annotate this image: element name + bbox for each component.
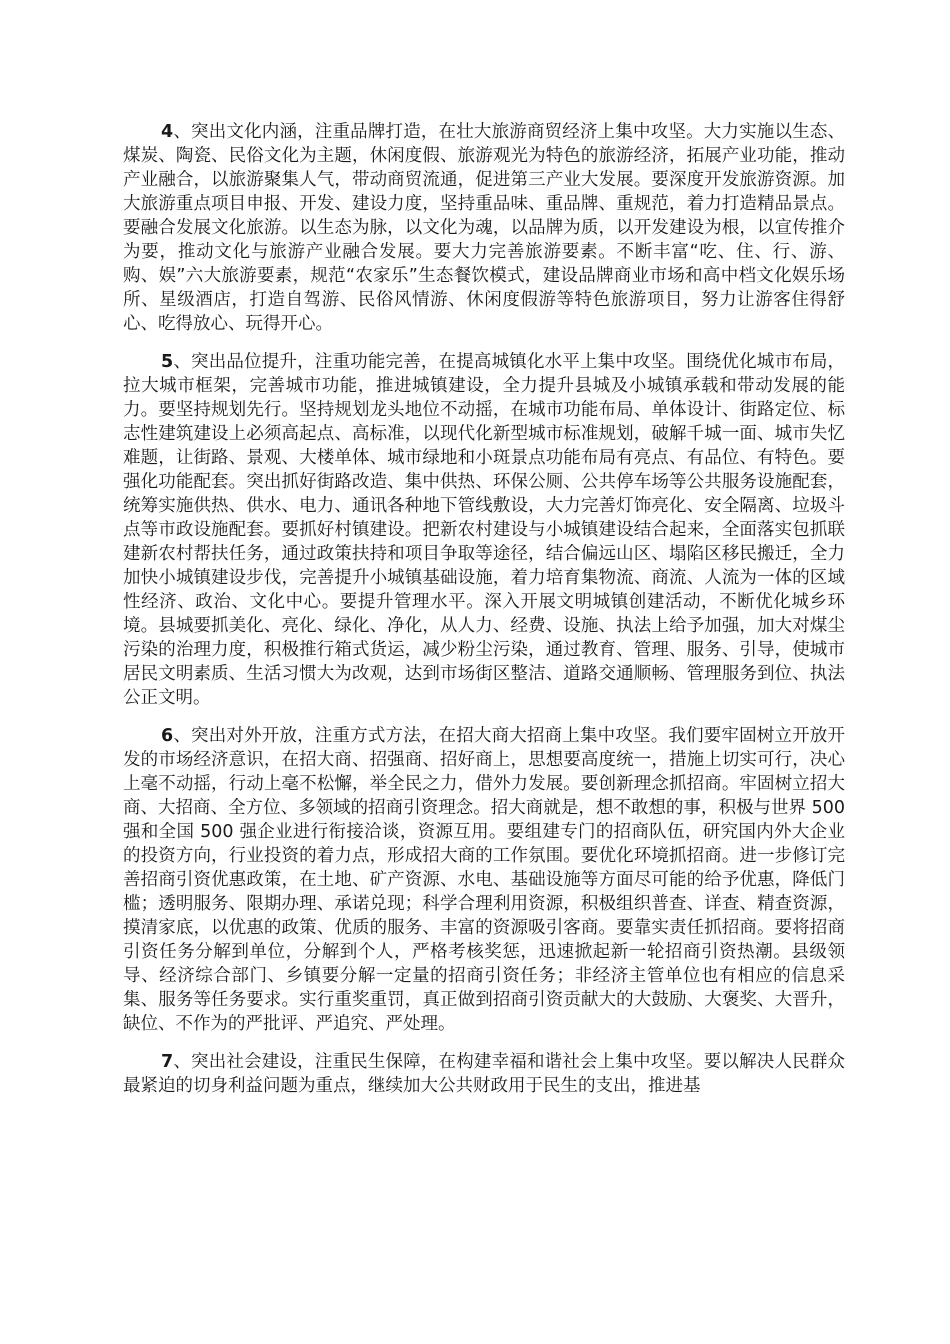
paragraph-number: 6 xyxy=(161,726,174,746)
paragraph-text: 、突出对外开放，注重方式方法，在招大商大招商上集中攻坚。我们要牢固树立开放开发的市场经济意识，在招大商、招强商、招好商上，思想要高度统一，措施上切实可行，决心上毫不动摇，行动上毫不松懈，举全民之力，借外力发展。要创新理念抓招商。牢固树立招大商、大招商、全方位、多领域的招商引资理念。招大商就是，想不敢想的事，积极与世界 500 强和全国 500 强企业进行衔接洽谈，资源互用。要组建专门的招商队伍，研究国内外大企业的投资方向，行业投资的着力点，形成招大商的工作氛围。要优化环境抓招商。进一步修订完善招商引资优惠政策，在土地、矿产资源、水电、基础设施等方面尽可能的给予优惠，降低门槛；透明服务、限期办理、承诺兑现；科学合理利用资源，积极组织普查、详查、精查资源，摸清家底，以优惠的政策、优质的服务、丰富的资源吸引客商。要靠实责任抓招商。要将招商引资任务分解到单位，分解到个人，严格考核奖惩，迅速掀起新一轮招商引资热潮。县级领导、经济综合部门、乡镇要分解一定量的招商引资任务；非经济主管单位也有相应的信息采集、服务等任务要求。实行重奖重罚，真正做到招商引资贡献大的大鼓励、大褒奖、大晋升，缺位、不作为的严批评、严追究、严处理。 xyxy=(123,726,845,1034)
paragraph-number: 7 xyxy=(161,1052,174,1072)
paragraph-text: 、突出品位提升，注重功能完善，在提高城镇化水平上集中攻坚。围绕优化城市布局，拉大城市框架，完善城市功能，推进城镇建设，全力提升县城及小城镇承载和带动发展的能力。要坚持规划先行。坚持规划龙头地位不动摇，在城市功能布局、单体设计、街路定位、标志性建筑建设上必须高起点、高标准，以现代化新型城市标准规划，破解千城一面、城市失忆难题，让街路、景观、大楼单体、城市绿地和小斑景点功能布局有亮点、有品位、有特色。要强化功能配套。突出抓好街路改造、集中供热、环保公厕、公共停车场等公共服务设施配套，统筹实施供热、供水、电力、通讯各种地下管线敷设，大力完善灯饰亮化、安全隔离、垃圾斗点等市政设施配套。要抓好村镇建设。把新农村建设与小城镇建设结合起来，全面落实包抓联建新农村帮扶任务，通过政策扶持和项目争取等途径，结合偏远山区、塌陷区移民搬迁，全力加快小城镇建设步伐，完善提升小城镇基础设施，着力培育集物流、商流、人流为一体的区域性经济、政治、文化中心。要提升管理水平。深入开展文明城镇创建活动，不断优化城乡环境。县城要抓美化、亮化、绿化、净化，从人力、经费、设施、执法上给予加强，加大对煤尘污染的治理力度，积极推行箱式货运，减少粉尘污染，通过教育、管理、服务、引导，使城市居民文明素质、生活习惯大为改观，达到市场街区整洁、道路交通顺畅、管理服务到位、执法公正文明。 xyxy=(123,352,845,708)
paragraph-6 xyxy=(123,724,845,1036)
paragraph-4 xyxy=(123,120,845,336)
paragraph-5 xyxy=(123,350,845,710)
paragraph-number: 5 xyxy=(161,352,174,372)
paragraph-text: 、突出社会建设，注重民生保障，在构建幸福和谐社会上集中攻坚。要以解决人民群众最紧迫的切身利益问题为重点，继续加大公共财政用于民生的支出，推进基 xyxy=(123,1052,845,1096)
paragraph-7 xyxy=(123,1050,845,1098)
document-body xyxy=(123,120,845,1112)
paragraph-number: 4 xyxy=(161,122,174,142)
paragraph-text: 、突出文化内涵，注重品牌打造，在壮大旅游商贸经济上集中攻坚。大力实施以生态、煤炭、陶瓷、民俗文化为主题，休闲度假、旅游观光为特色的旅游经济，拓展产业功能，推动产业融合，以旅游聚集人气，带动商贸流通，促进第三产业大发展。要深度开发旅游资源。加大旅游重点项目申报、开发、建设力度，坚持重品味、重品牌、重规范，着力打造精品景点。要融合发展文化旅游。以生态为脉，以文化为魂，以品牌为质，以开发建设为根，以宣传推介为要，推动文化与旅游产业融合发展。要大力完善旅游要素。不断丰富“吃、住、行、游、购、娱”六大旅游要素，规范“农家乐”生态餐饮模式，建设品牌商业市场和高中档文化娱乐场所、星级酒店，打造自驾游、民俗风情游、休闲度假游等特色旅游项目，努力让游客住得舒心、吃得放心、玩得开心。 xyxy=(123,122,845,334)
